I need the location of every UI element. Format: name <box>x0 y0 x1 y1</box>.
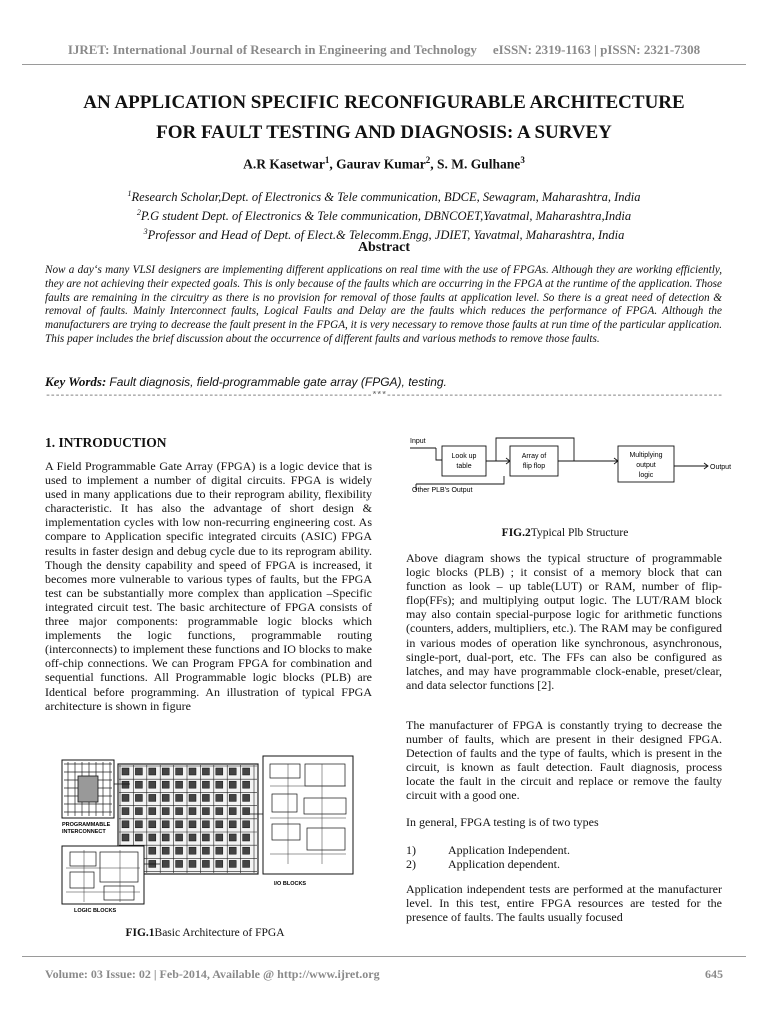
section-separator: --------------------------------------------------------------------***---------------------------------------------------------------------- <box>45 391 722 402</box>
fig2-output-label: Output <box>710 464 732 471</box>
affiliation-2 <box>0 205 768 224</box>
affiliations <box>0 186 768 243</box>
logic-cell <box>176 768 183 775</box>
footer <box>45 967 723 982</box>
logic-cell <box>189 808 196 815</box>
logic-cell <box>243 834 250 841</box>
title-line-1: AN APPLICATION SPECIFIC RECONFIGURABLE ARCHITECTURE <box>83 92 685 113</box>
logic-cell <box>162 794 169 801</box>
author-3-sup: 3 <box>520 155 525 165</box>
logic-cell <box>243 847 250 854</box>
logic-cell <box>202 847 209 854</box>
keywords <box>45 374 722 390</box>
logic-cell <box>149 834 156 841</box>
fig2-plb-structure <box>406 432 746 500</box>
logic-cell <box>162 834 169 841</box>
affiliation-3-text: Professor and Head of Dept. of Elect.& Telecomm.Engg, JDIET, Yavatmal, Maharashtra, India <box>147 228 625 243</box>
fig2-caption-label: FIG.2 <box>501 527 531 539</box>
logic-cell <box>202 834 209 841</box>
io-zoom <box>263 756 353 874</box>
logic-cell <box>122 794 129 801</box>
fig2-lut-line1: Look up <box>451 453 477 460</box>
logic-cell <box>176 860 183 867</box>
author-list <box>0 155 768 173</box>
logic-cell <box>216 834 223 841</box>
logic-cell <box>149 794 156 801</box>
keywords-value: Fault diagnosis, field-programmable gate array (FPGA), testing. <box>109 375 447 389</box>
logic-cell <box>229 768 236 775</box>
fig2-caption-text: Typical Plb Structure <box>530 527 629 539</box>
affiliation-2-text: P.G student Dept. of Electronics & Tele communication, DBNCOET,Yavatmal, Maharashtra,India <box>140 209 632 224</box>
logic-cell <box>202 821 209 828</box>
logic-cell <box>162 768 169 775</box>
logic-cell <box>189 860 196 867</box>
fig1-caption-label: FIG.1 <box>125 927 155 939</box>
logic-cell <box>202 781 209 788</box>
logic-zoom <box>62 846 144 904</box>
logic-cell <box>216 808 223 815</box>
logic-cell <box>229 834 236 841</box>
logic-cell <box>149 768 156 775</box>
fig2-mux-line1: Multiplying <box>629 452 663 459</box>
list-item <box>406 857 560 872</box>
logic-cell <box>189 768 196 775</box>
affiliation-1-text: Research Scholar,Dept. of Electronics & Tele communication, BDCE, Sewagram, Maharashtra, India <box>131 190 641 205</box>
fig1-label-io: I/O BLOCKS <box>274 881 307 887</box>
logic-cell <box>176 834 183 841</box>
lut-block <box>442 446 486 476</box>
list-item <box>406 843 570 858</box>
list-item-number: 1) <box>406 843 416 857</box>
logic-cell <box>216 768 223 775</box>
logic-cell <box>135 821 142 828</box>
logic-cell <box>229 794 236 801</box>
logic-cell <box>243 821 250 828</box>
fig2-ff-line2: flip flop <box>522 463 546 470</box>
logic-cell <box>229 781 236 788</box>
abstract-heading: Abstract <box>357 240 411 255</box>
fig1-label-logic: LOGIC BLOCKS <box>74 908 117 914</box>
logic-cell <box>216 847 223 854</box>
fig2-caption <box>406 527 724 539</box>
fig1-label-interconnect-1: PROGRAMMABLE <box>62 822 111 828</box>
logic-cell <box>243 781 250 788</box>
logic-cell <box>243 768 250 775</box>
section-heading-introduction: 1. INTRODUCTION <box>45 435 167 450</box>
logic-cell <box>202 794 209 801</box>
running-header <box>0 42 768 58</box>
logic-cell <box>122 768 129 775</box>
logic-cell <box>162 781 169 788</box>
list-item-text: Application Independent. <box>448 843 570 857</box>
logic-cell <box>135 781 142 788</box>
fig1-fpga-architecture <box>60 754 360 916</box>
header-rule <box>22 64 746 65</box>
logic-cell <box>122 781 129 788</box>
fig1-caption <box>45 927 365 939</box>
logic-cell <box>149 847 156 854</box>
abstract-text: Now a day‘s many VLSI designers are implementing different applications on real time with the use of FPGAs. Although they are working efficiently, they are not achieving their expected goals. This is only because of the faults which are occurring in the FPGA at the runtime of the application. Those faults are remaining in the circuitry as there is no provision for removal of those faults at application level. So there is a great need of detection & removal of faults. Mainly Interconnect faults, Logical Faults and Delay are the faults which reduces the performance of FPGA. Although the manufacturers are trying to decrease the fault present in the FPGA, it is very necessary to remove those faults at run time of the particular application. This paper includes the brief discussion about the occurrence of different faults and various methods to remove those faults. <box>45 264 722 345</box>
logic-cell <box>176 808 183 815</box>
logic-cell <box>189 781 196 788</box>
footer-rule <box>22 956 746 957</box>
affiliation-3-sup: 3 <box>143 227 148 237</box>
author-2-sup: 2 <box>425 155 431 165</box>
logic-cell <box>176 794 183 801</box>
affiliation-2-sup: 2 <box>136 208 141 218</box>
fig1-caption-text: Basic Architecture of FPGA <box>154 927 285 939</box>
logic-cell <box>216 821 223 828</box>
author-2: , Gaurav Kumar <box>329 156 426 172</box>
logic-cell <box>216 860 223 867</box>
testing-types-intro: In general, FPGA testing is of two types <box>406 815 599 829</box>
logic-cell <box>135 834 142 841</box>
fig1-label-interconnect-2: INTERCONNECT <box>62 829 106 835</box>
logic-cell <box>149 821 156 828</box>
fig2-other-label: Other PLB's Output <box>412 487 473 494</box>
logic-cell <box>122 808 129 815</box>
logic-cell <box>135 768 142 775</box>
logic-cell <box>229 808 236 815</box>
plb-paragraph: Above diagram shows the typical structure of programmable logic blocks (PLB) ; it consist of a memory block that can function as look – up table(LUT) or RAM, number of flip-flop(FFs); and multiplying output logic. The LUT/RAM block may also contain special-purpose logic for arithmetic functions (counters, adders, multipliers, etc.). The RAM may be configured in various modes of operation like synchronous, asynchronous, single-port, dual-port, etc. The FFs can also be configured as latches, and may have programmable clock-enable, preset/clear, and data selector functions [2]. <box>406 551 722 692</box>
fig2-lut-line2: table <box>456 463 472 470</box>
list-item-text: Application dependent. <box>448 857 560 871</box>
logic-cell <box>189 847 196 854</box>
fig2-mux-line3: logic <box>638 472 654 479</box>
logic-cell <box>176 847 183 854</box>
logic-cell <box>202 808 209 815</box>
list-item-number: 2) <box>406 857 416 871</box>
logic-cell <box>229 847 236 854</box>
footer-volume-info: Volume: 03 Issue: 02 | Feb-2014, Available @ http://www.ijret.org <box>45 967 380 981</box>
logic-cell <box>243 794 250 801</box>
logic-cell <box>122 821 129 828</box>
logic-cell <box>243 860 250 867</box>
logic-cell <box>162 860 169 867</box>
logic-cell <box>202 860 209 867</box>
journal-name: IJRET: International Journal of Research in Engineering and Technology <box>67 42 477 57</box>
logic-cell <box>229 821 236 828</box>
affiliation-1-sup: 1 <box>127 189 132 198</box>
flipflop-block <box>510 446 558 476</box>
independent-tests-paragraph: Application independent tests are performed at the manufacturer level. In this test, entire FPGA resources are tested for the presence of faults. The faults usually focused <box>406 882 722 925</box>
logic-cell <box>216 781 223 788</box>
logic-cell <box>122 834 129 841</box>
issn: eISSN: 2319-1163 | pISSN: 2321-7308 <box>492 42 701 57</box>
fig2-input-label: Input <box>410 438 426 445</box>
title-line-2: FOR FAULT TESTING AND DIAGNOSIS: A SURVEY <box>156 122 612 143</box>
logic-cell <box>176 781 183 788</box>
logic-cell <box>202 768 209 775</box>
logic-cell <box>176 821 183 828</box>
logic-cell <box>162 821 169 828</box>
logic-cell <box>189 794 196 801</box>
logic-cell <box>149 781 156 788</box>
page-number: 645 <box>705 967 723 981</box>
logic-cell <box>135 794 142 801</box>
keywords-label: Key Words: <box>45 374 107 389</box>
author-3: , S. M. Gulhane <box>430 156 521 172</box>
intro-paragraph: A Field Programmable Gate Array (FPGA) is a logic device that is used to implement a number of digital circuits. FPGA is widely used in many applications due to their reprogram ability, flexibility characteristic. It has also the advantage of short design & implementation cycles with low non-recurring engineering cost. As compare to Application specific integrated circuits (ASIC) FPGA results in faster design and debug cycle due to its reprogram ability. Though the density capability and speed of FPGA is increased, it becomes more vulnerable to various types of faults, but the FPGA test can be substantially more complex than application –Specific integrated circuit test. The basic architecture of FPGA consists of three major components: programmable logic blocks which implements the logic functions, programmable routing (interconnects) to implement these functions and IO blocks to make off-chip connections. We can Program FPGA for combination and sequential functions. All Programmable logic blocks (PLB) are Identical before programming. An illustration of typical FPGA architecture is shown in figure <box>45 459 372 713</box>
logic-cell <box>229 860 236 867</box>
paper-title <box>20 88 748 148</box>
fig2-ff-line1: Array of <box>521 453 547 460</box>
logic-cell <box>135 808 142 815</box>
logic-cell <box>162 847 169 854</box>
author-1-sup: 1 <box>324 155 330 165</box>
logic-cell <box>189 821 196 828</box>
logic-cell <box>243 808 250 815</box>
affiliation-1 <box>0 186 768 205</box>
fault-paragraph: The manufacturer of FPGA is constantly trying to decrease the number of faults, which are present in their designed FPGA. Detection of faults and the type of faults, which is present in the circuit, is known as fault detection. Fault diagnosis, process locate the fault in the circuit and replace or remove the faulty circuit with a good one. <box>406 718 722 803</box>
logic-cell <box>162 808 169 815</box>
fig2-mux-line2: output <box>636 462 656 469</box>
interconnect-zoom <box>62 760 114 818</box>
logic-cell <box>189 834 196 841</box>
logic-cell <box>216 794 223 801</box>
logic-cell <box>149 808 156 815</box>
author-1: A.R Kasetwar <box>243 156 325 172</box>
